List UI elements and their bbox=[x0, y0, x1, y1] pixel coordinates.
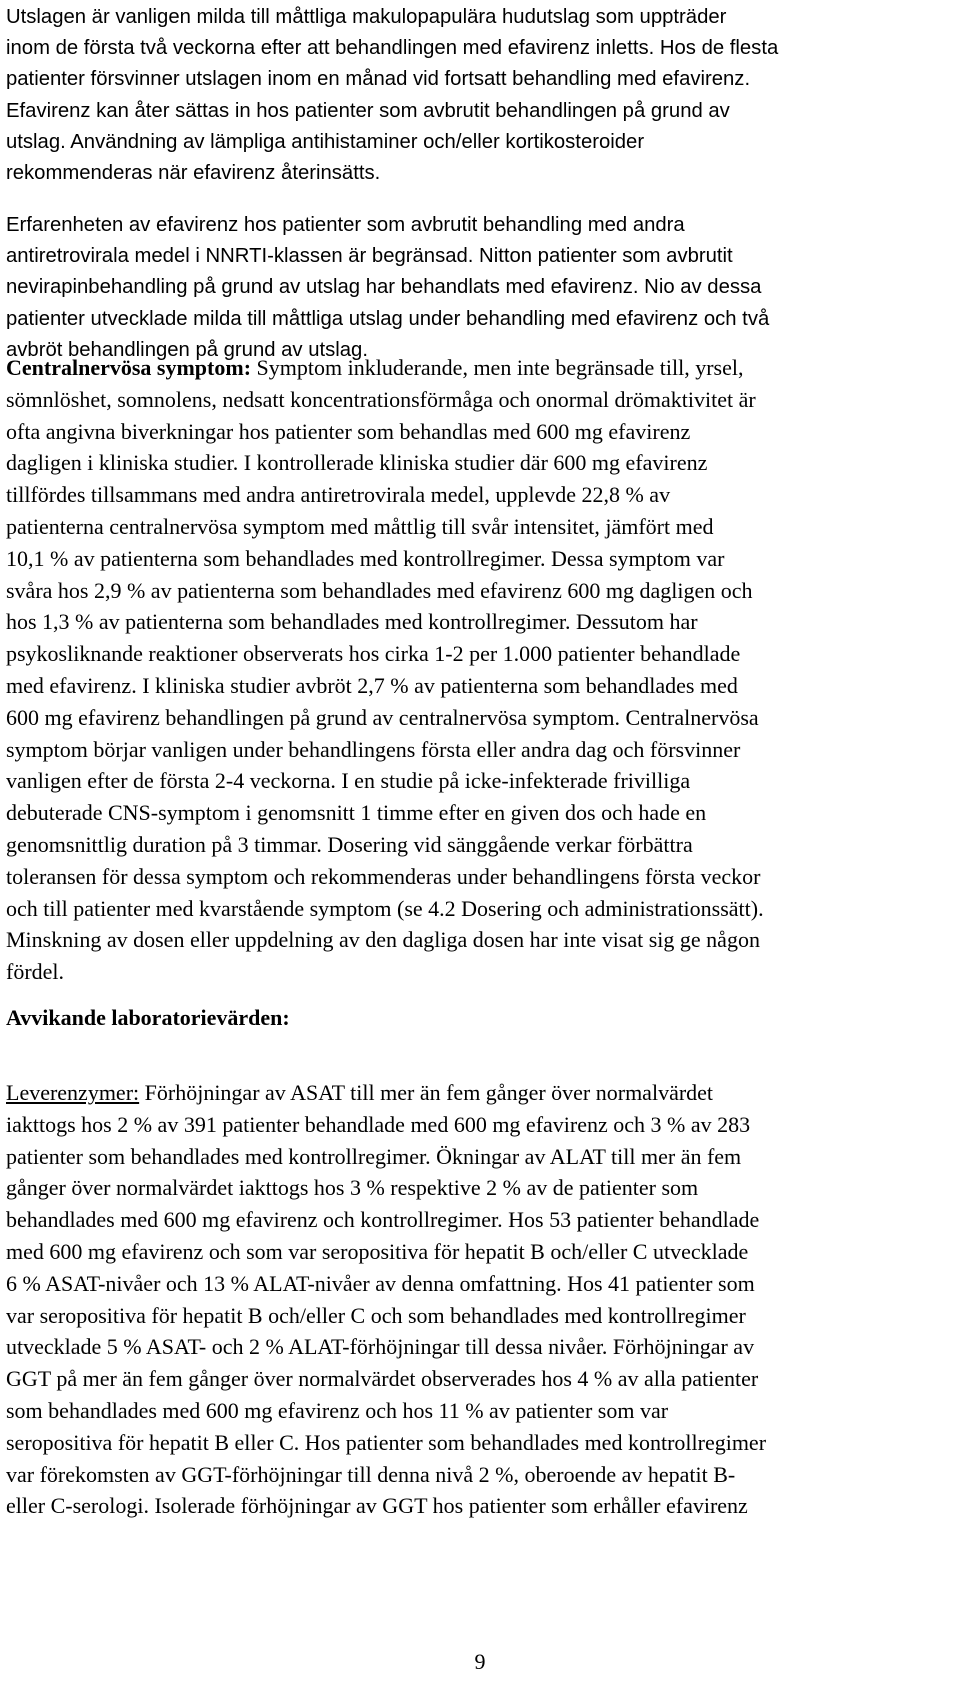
liver-enzymes-body: Förhöjningar av ASAT till mer än fem gånger över normalvärdet iakttogs hos 2 % av 391 patienter behandlade med 600 mg efavirenz och 3 % av 283 patienter som behandlades med kontrollregimer. Ökningar av ALAT till mer än fem gånger över normalvärdet iakttogs hos 3 % respektive 2 % av de patienter som behandlades med 600 mg efavirenz och kontrollregimer. Hos 53 patienter behandlade med 600 mg efavirenz och som var seropositiva för hepatit B och/eller C utvecklade 6 % ASAT-nivåer och 13 % ALAT-nivåer av denna omfattning. Hos 41 patienter som var seropositiva för hepatit B och/eller C och som behandlades med kontrollregimer utvecklade 5 % ASAT- och 2 % ALAT-förhöjningar till dessa nivåer. Förhöjningar av GGT på mer än fem gånger över normalvärdet observerades hos 4 % av alla patienter som behandlades med 600 mg efavirenz och hos 11 % av patienter som var seropositiva för hepatit B eller C. Hos patienter som behandlades med kontrollregimer var förekomsten av GGT-förhöjningar till denna nivå 2 %, oberoende av hepatit B- eller C-serologi. Isolerade förhöjningar av GGT hos patienter som erhåller efavirenz bbox=[6, 1080, 767, 1519]
cns-heading: Centralnervösa symptom: bbox=[6, 355, 252, 380]
lab-values-heading: Avvikande laboratorievärden: bbox=[6, 1005, 290, 1030]
cns-body: Symptom inkluderande, men inte begränsade till, yrsel, sömnlöshet, somnolens, nedsatt koncentrationsförmåga och onormal drömaktivitet är ofta angivna biverkningar hos patienter som behandlas med 600 mg efavirenz dagligen i kliniska studier. I kontrollerade kliniska studier där 600 mg efavirenz tillfördes tillsammans med andra antiretrovirala medel, upplevde 22,8 % av patienterna centralnervösa symptom med måttlig till svår intensitet, jämfört med 10,1 % av patienterna som behandlades med kontrollregimer. Dessa symptom var svåra hos 2,9 % av patienterna som behandlades med efavirenz 600 mg dagligen och hos 1,3 % av patienterna som behandlades med kontrollregimer. Dessutom har psykosliknande reaktioner observerats hos cirka 1-2 per 1.000 patienter behandlade med efavirenz. I kliniska studier avbröt 2,7 % av patienterna som behandlades med 600 mg efavirenz behandlingen på grund av centralnervösa symptom. Centralnervösa symptom börjar vanligen under behandlingens första eller andra dag och försvinner vanligen efter de första 2-4 veckorna. I en studie på icke-infekterade frivilliga debuterade CNS-symptom i genomsnitt 1 timme efter en given dos och hade en genomsnittlig duration på 3 timmar. Dosering vid sänggående verkar förbättra toleransen för dessa symptom och rekommenderas under behandlingens första veckor och till patienter med kvarstående symptom (se 4.2 Dosering och administrationssätt). Minskning av dosen eller uppdelning av den dagliga dosen har inte visat sig ge någon fördel. bbox=[6, 355, 764, 985]
page-number: 9 bbox=[474, 1649, 486, 1674]
liver-enzymes-heading: Leverenzymer: bbox=[6, 1080, 140, 1105]
paragraph-cns-symptoms bbox=[6, 352, 764, 988]
paragraph-liver-enzymes bbox=[6, 1077, 766, 1522]
paragraph-nnrti-experience: Erfarenheten av efavirenz hos patienter som avbrutit behandling med andra antiretrovirala medel i NNRTI-klassen är begränsad. Nitton patienter som avbrutit nevirapinbehandling på grund av utslag har behandlats med efavirenz. Nio av dessa patienter utvecklade milda till måttliga utslag under behandling med efavirenz och två avbröt behandlingen på grund av utslag. bbox=[6, 214, 770, 361]
paragraph-rash-description: Utslagen är vanligen milda till måttliga makulopapulära hudutslag som uppträder inom de första två veckorna efter att behandlingen med efavirenz inletts. Hos de flesta patienter försvinner utslagen inom en månad vid fortsatt behandling med efavirenz. Efavirenz kan åter sättas in hos patienter som avbrutit behandlingen på grund av utslag. Användning av lämpliga antihistaminer och/eller kortikosteroider rekommenderas när efavirenz återinsätts. bbox=[6, 6, 779, 185]
